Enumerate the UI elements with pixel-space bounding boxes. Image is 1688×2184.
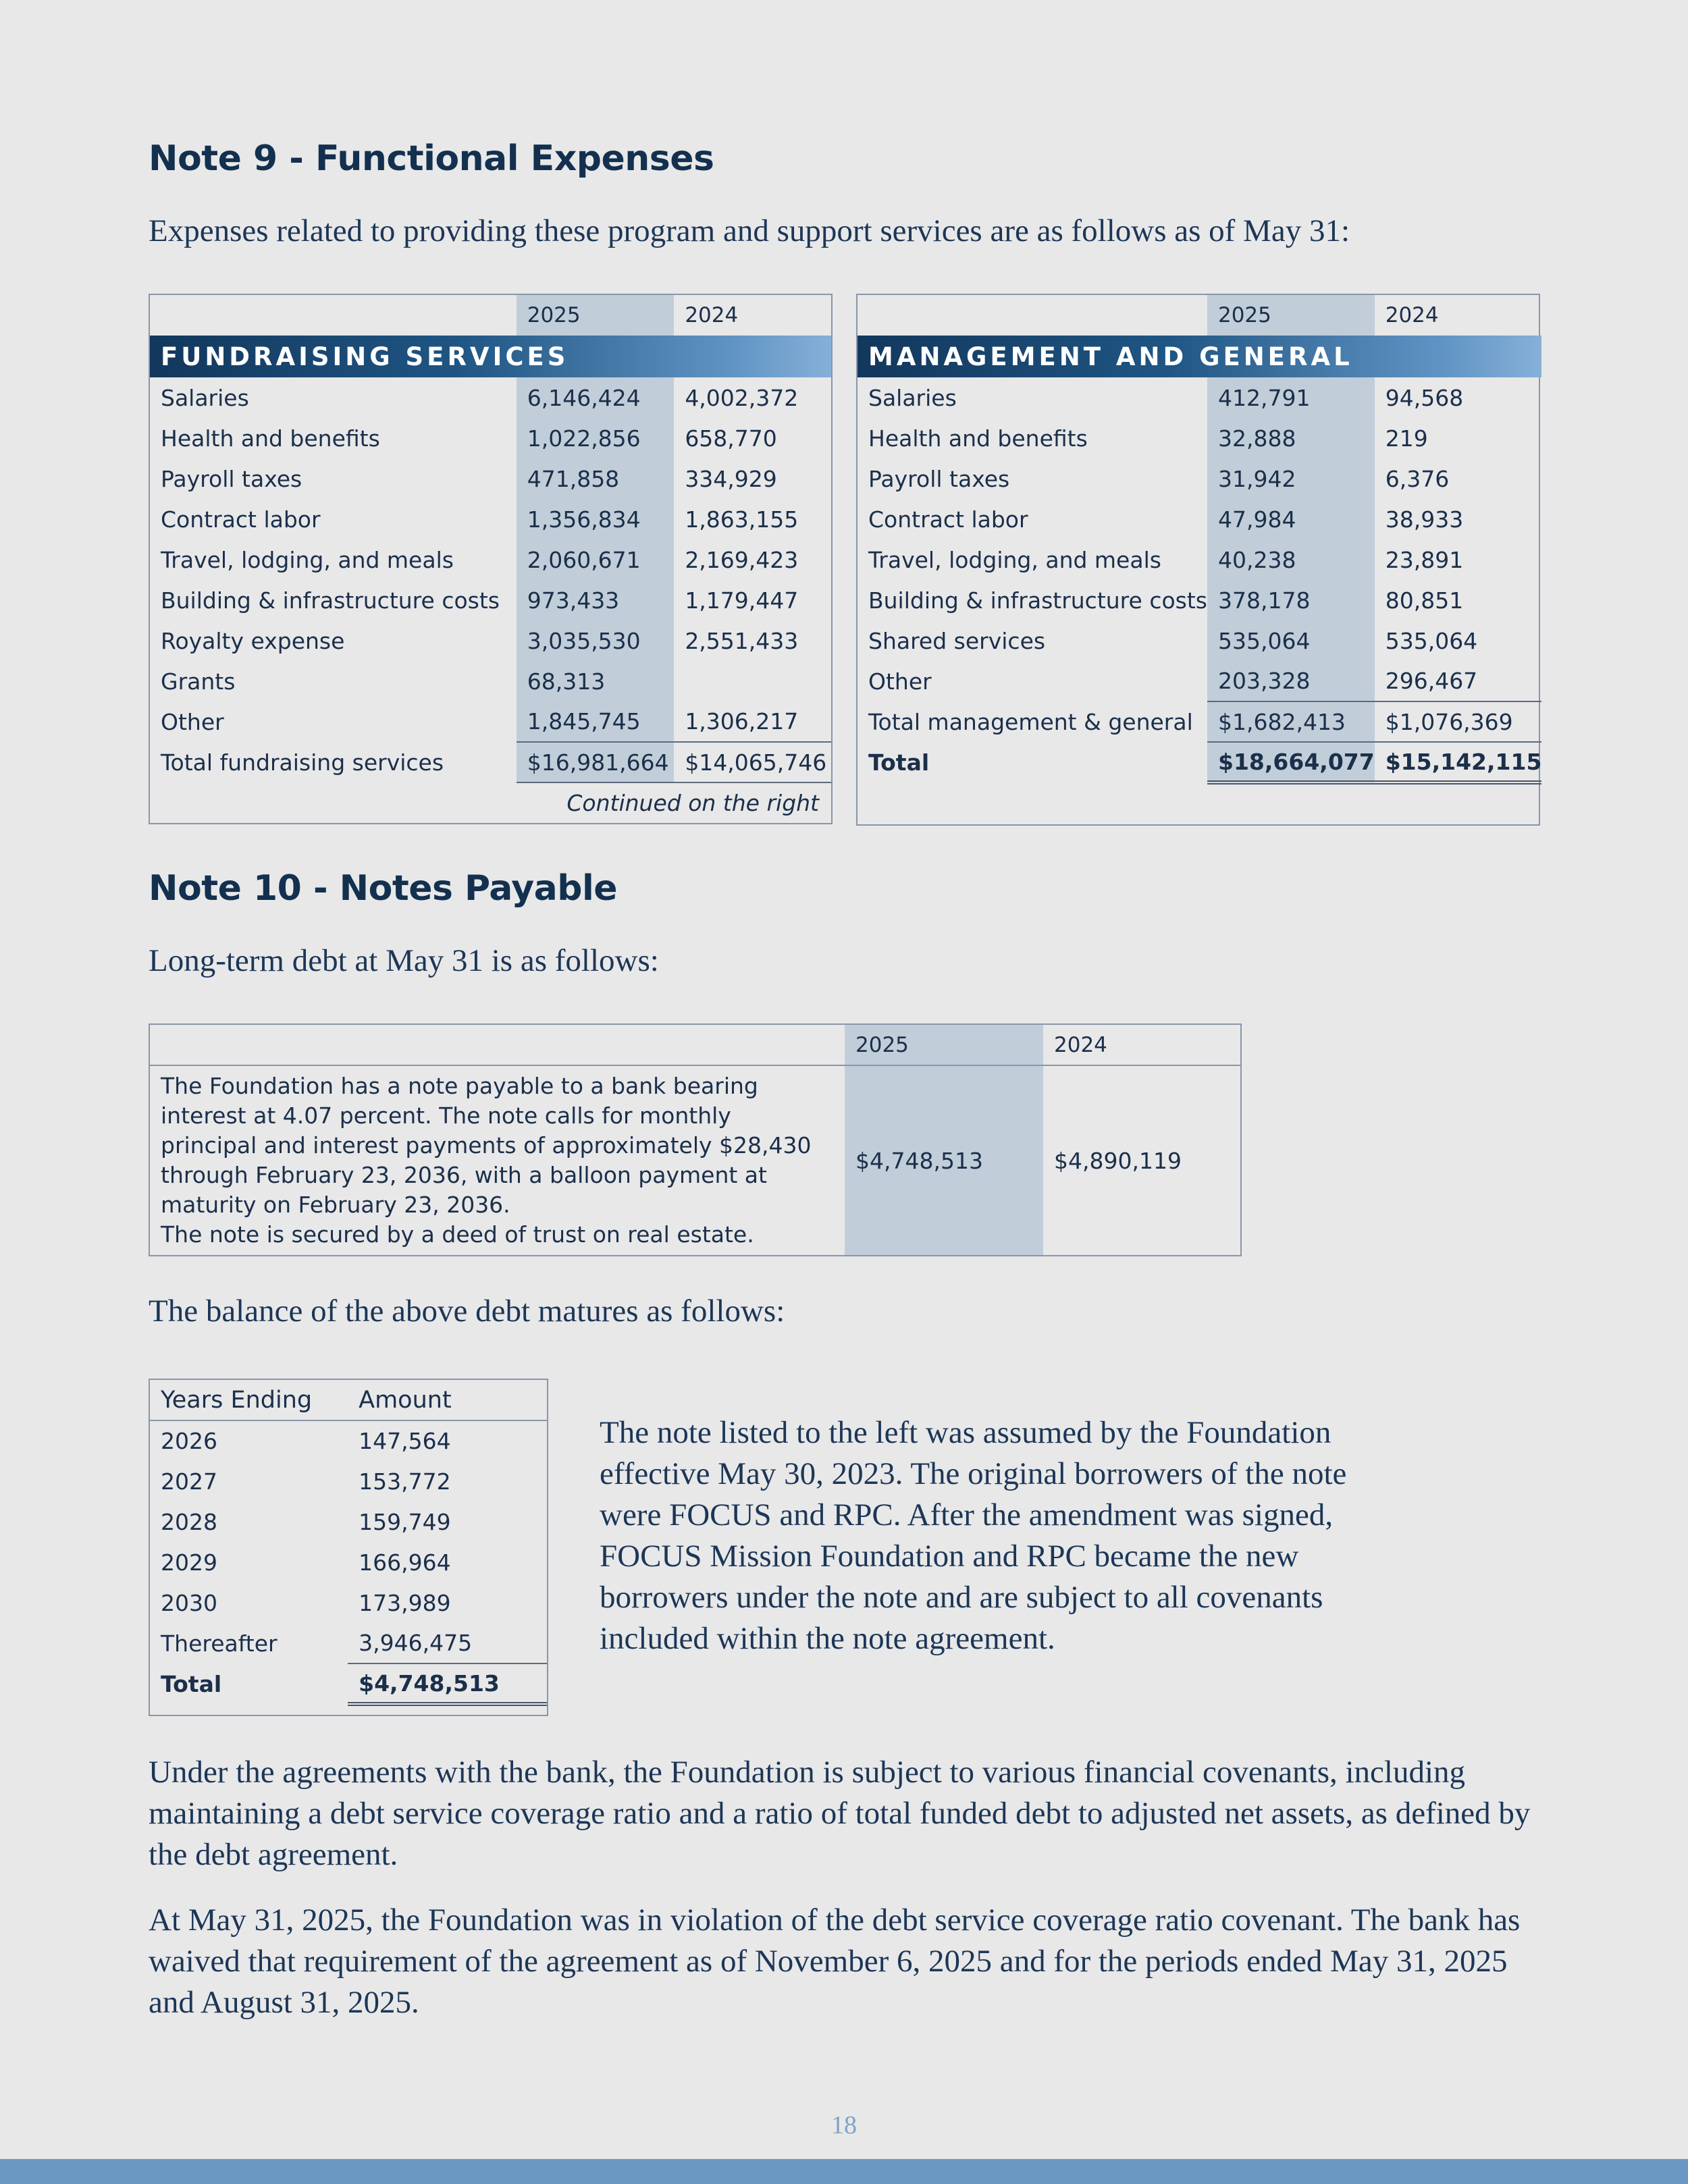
table-row — [858, 499, 1541, 539]
grand-total-2024: $15,142,115 — [1375, 742, 1542, 782]
page-number: 18 — [831, 2111, 857, 2139]
table-row — [150, 661, 831, 701]
table-row — [858, 620, 1541, 661]
table-row — [150, 418, 831, 458]
value-2025: 412,791 — [1207, 377, 1375, 418]
maturity-table — [149, 1379, 548, 1716]
year-header-row — [858, 295, 1541, 336]
table-row — [150, 1582, 547, 1623]
violation-paragraph: At May 31, 2025, the Foundation was in violation of the debt service coverage ratio covenant. The bank has waived that requirement of the agreement as of November 6, 2025 and for the periods ended May 31, 2025 and August 31, 2025. — [149, 1902, 1521, 2020]
row-label: Building & infrastructure costs — [868, 587, 1207, 614]
note9-intro: Expenses related to providing these program and support services are as follows as of May 31: — [149, 213, 1350, 248]
maturity-total-row — [150, 1663, 547, 1704]
value-2025: 2,060,671 — [517, 539, 675, 580]
grand-total-2025: $18,664,077 — [1207, 742, 1375, 782]
subtotal-row — [858, 701, 1541, 742]
table-row — [150, 1420, 547, 1461]
total-row — [150, 742, 831, 782]
row-label: Shared services — [868, 627, 1046, 654]
debt-2025: $4,748,513 — [845, 1065, 1043, 1255]
value-2024: 6,376 — [1385, 465, 1450, 492]
value-2025: 378,178 — [1207, 580, 1375, 620]
management-table — [856, 294, 1540, 826]
fundraising-table — [149, 294, 833, 824]
table-row — [858, 539, 1541, 580]
notes-payable-table — [149, 1023, 1242, 1256]
value-2025: 40,238 — [1207, 539, 1375, 580]
maturity-amount: 147,564 — [359, 1428, 451, 1454]
table-row — [150, 1542, 547, 1582]
note10-intro: Long-term debt at May 31 is as follows: — [149, 943, 659, 978]
row-label: Building & infrastructure costs — [161, 587, 500, 614]
continued-row — [150, 782, 831, 823]
row-label: Travel, lodging, and meals — [868, 546, 1161, 573]
value-2024: 658,770 — [685, 425, 777, 452]
debt-security: The note is secured by a deed of trust on real estate. — [161, 1221, 754, 1248]
maturity-header-row — [150, 1380, 547, 1420]
covenants-paragraph: Under the agreements with the bank, the Foundation is subject to various financial covenants, including maintaining a debt service coverage ratio and a ratio of total funded debt to adjusted net assets, as defined by the debt agreement. — [149, 1755, 1531, 1872]
grand-total-label: Total — [868, 749, 930, 776]
grand-total-row — [858, 742, 1541, 782]
value-2024: 23,891 — [1385, 546, 1464, 573]
row-label: Travel, lodging, and meals — [161, 546, 454, 573]
subtotal-label: Total management & general — [868, 708, 1193, 735]
value-2025: 31,942 — [1207, 458, 1375, 499]
value-2024: 4,002,372 — [685, 384, 799, 411]
row-label: Health and benefits — [161, 425, 380, 452]
maturity-amount: 159,749 — [359, 1508, 451, 1535]
maturity-year: 2028 — [161, 1508, 217, 1535]
subtotal-2024: $1,076,369 — [1375, 701, 1542, 742]
maturity-year: 2030 — [161, 1589, 217, 1616]
value-2025: 6,146,424 — [517, 377, 675, 418]
table-row — [150, 377, 831, 418]
value-2024: 1,306,217 — [685, 708, 799, 735]
table-row — [150, 1623, 547, 1663]
row-label: Royalty expense — [161, 627, 345, 654]
side-note: The note listed to the left was assumed by the Foundation effective May 30, 2023. The original borrowers of the note were FOCUS and RPC. After the amendment was signed, FOCUS Mission Foundation and RPC became the new borrowers under the note and are subject to all covenants included within the note agreement. — [600, 1415, 1347, 1656]
year-2024-header: 2024 — [1385, 303, 1439, 327]
table-row — [150, 1501, 547, 1542]
value-2025: 973,433 — [517, 580, 675, 620]
fundraising-title: FUNDRAISING SERVICES — [150, 336, 831, 377]
debt-row — [150, 1065, 1240, 1255]
maturity-year: Thereafter — [161, 1630, 278, 1657]
maturity-intro: The balance of the above debt matures as follows: — [149, 1294, 785, 1329]
maturity-amount: 3,946,475 — [359, 1630, 473, 1656]
maturity-total-label: Total — [161, 1670, 222, 1697]
maturity-total-amount: $4,748,513 — [348, 1663, 547, 1704]
value-2024: 2,169,423 — [685, 546, 799, 573]
table-row — [150, 620, 831, 661]
maturity-amount: 166,964 — [359, 1549, 451, 1576]
maturity-amount: 153,772 — [359, 1468, 451, 1495]
value-2025: 471,858 — [517, 458, 675, 499]
table-row — [150, 580, 831, 620]
value-2024: 2,551,433 — [685, 627, 799, 654]
value-2024 — [674, 661, 831, 701]
table-row — [150, 499, 831, 539]
value-2025: 3,035,530 — [517, 620, 675, 661]
footer-bar — [0, 2159, 1688, 2184]
value-2024: 219 — [1385, 425, 1428, 452]
years-ending-header: Years Ending — [150, 1380, 348, 1420]
table-row — [150, 1461, 547, 1501]
maturity-year: 2029 — [161, 1549, 217, 1576]
management-title: MANAGEMENT AND GENERAL — [858, 336, 1541, 377]
table-row — [150, 539, 831, 580]
value-2024: 1,179,447 — [685, 587, 799, 614]
subtotal-2025: $1,682,413 — [1207, 701, 1375, 742]
maturity-year: 2027 — [161, 1468, 217, 1495]
value-2025: 535,064 — [1207, 620, 1375, 661]
total-2024: $14,065,746 — [674, 742, 831, 782]
value-2024: 1,863,155 — [685, 506, 799, 533]
value-2024: 296,467 — [1385, 668, 1478, 694]
table-row — [858, 458, 1541, 499]
table-row — [150, 458, 831, 499]
table-row — [858, 661, 1541, 701]
value-2025: 1,022,856 — [517, 418, 675, 458]
year-header-row — [150, 295, 831, 336]
table-row — [858, 580, 1541, 620]
value-2024: 94,568 — [1385, 384, 1464, 411]
total-label: Total fundraising services — [161, 749, 444, 776]
maturity-year: 2026 — [161, 1428, 217, 1454]
debt-2024: $4,890,119 — [1054, 1147, 1182, 1174]
year-2024-header: 2024 — [685, 303, 739, 327]
year-2025-header: 2025 — [1207, 295, 1375, 336]
section-band — [858, 336, 1541, 377]
debt-description: The Foundation has a note payable to a bank bearing interest at 4.07 percent. The note calls for monthly principal and interest payments of approximately $28,430 through February 23, 2036, with a balloon payment at maturity on February 23, 2036. — [161, 1073, 812, 1218]
value-2025: 68,313 — [517, 661, 675, 701]
row-label: Other — [868, 668, 932, 695]
maturity-amount: 173,989 — [359, 1589, 451, 1616]
amount-header: Amount — [348, 1380, 547, 1420]
row-label: Salaries — [161, 384, 249, 411]
row-label: Contract labor — [161, 506, 321, 533]
row-label: Grants — [161, 668, 236, 695]
value-2024: 334,929 — [685, 465, 777, 492]
value-2025: 1,845,745 — [517, 701, 675, 742]
continued-note: Continued on the right — [566, 790, 819, 816]
value-2024: 535,064 — [1385, 627, 1478, 654]
note9-heading: Note 9 - Functional Expenses — [149, 138, 714, 179]
year-2025-header: 2025 — [845, 1025, 1043, 1065]
value-2024: 80,851 — [1385, 587, 1464, 614]
table-row — [858, 418, 1541, 458]
value-2025: 47,984 — [1207, 499, 1375, 539]
table-row — [150, 701, 831, 742]
row-label: Payroll taxes — [868, 465, 1010, 492]
note10-heading: Note 10 - Notes Payable — [149, 868, 618, 909]
total-2025: $16,981,664 — [517, 742, 675, 782]
row-label: Salaries — [868, 384, 957, 411]
row-label: Other — [161, 708, 224, 735]
value-2025: 32,888 — [1207, 418, 1375, 458]
year-2024-header: 2024 — [1043, 1025, 1240, 1065]
value-2025: 1,356,834 — [517, 499, 675, 539]
section-band — [150, 336, 831, 377]
row-label: Payroll taxes — [161, 465, 302, 492]
value-2025: 203,328 — [1207, 661, 1375, 701]
debt-description-cell — [150, 1065, 845, 1255]
value-2024: 38,933 — [1385, 506, 1464, 533]
row-label: Contract labor — [868, 506, 1028, 533]
year-2025-header: 2025 — [517, 295, 675, 336]
table-row — [858, 377, 1541, 418]
year-header-row — [150, 1025, 1240, 1065]
row-label: Health and benefits — [868, 425, 1088, 452]
